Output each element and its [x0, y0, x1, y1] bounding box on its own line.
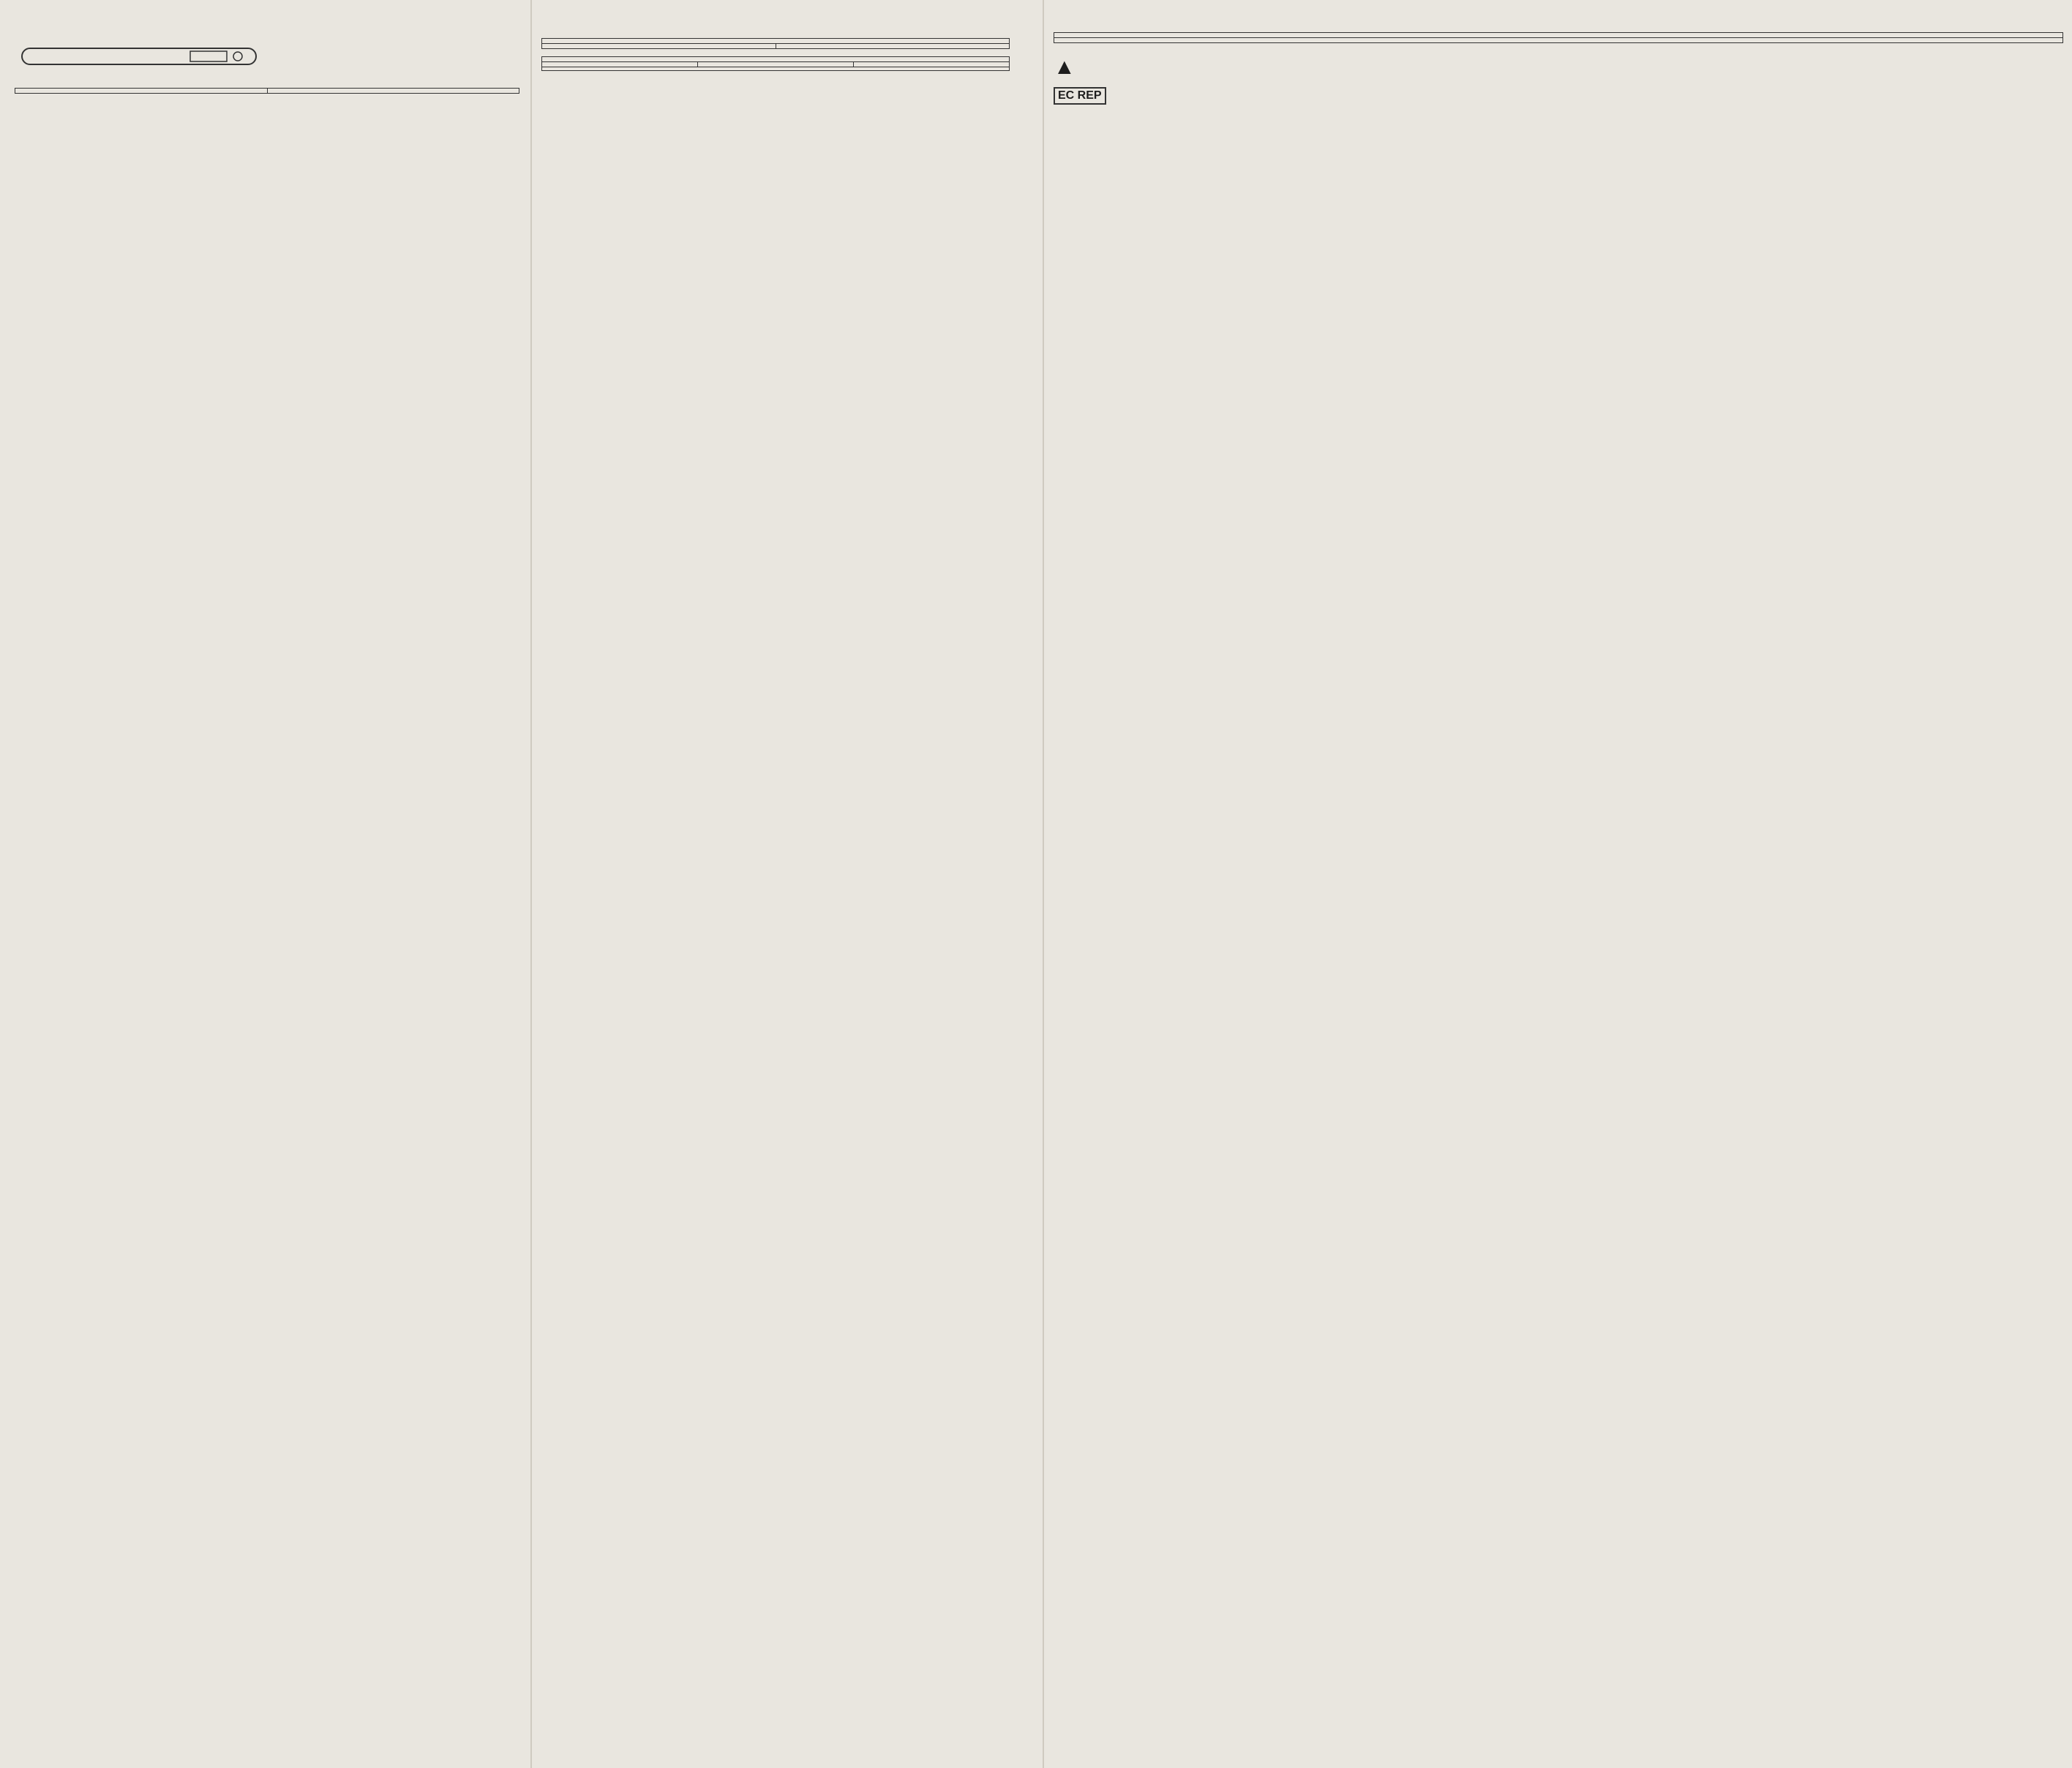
pages-7-8 — [1054, 29, 2063, 1739]
table-1-head — [542, 39, 1010, 44]
figure-1 — [15, 40, 519, 78]
symbol-col-header — [15, 88, 268, 93]
table-3-head — [1054, 33, 2063, 38]
page-5 — [15, 29, 519, 1739]
table-2-note — [541, 67, 1010, 71]
table-2-head — [542, 57, 1010, 62]
meaning-col-header — [267, 88, 519, 93]
table-2-col — [698, 62, 854, 67]
table-2-col — [854, 62, 1010, 67]
table-1-col — [542, 44, 776, 49]
manufacturer-block — [1054, 55, 1547, 80]
importer-block — [1569, 55, 2063, 80]
table-1 — [541, 38, 1010, 49]
table-2-col — [542, 62, 698, 67]
fold-line — [530, 0, 532, 1768]
page-6 — [541, 29, 1010, 1739]
table-3-rowlabel-col — [1054, 38, 2063, 43]
fold-line — [1043, 0, 1044, 1768]
table-1-col — [776, 44, 1010, 49]
contact-block — [1054, 55, 2063, 80]
table-3 — [1054, 32, 2063, 43]
ec-rep-block — [1054, 87, 2063, 105]
table-2 — [541, 56, 1010, 67]
ec-rep-icon: EC REP — [1054, 87, 1106, 105]
thermometer-icon — [15, 40, 322, 73]
symbol-table — [15, 88, 519, 94]
factory-icon: ▲ — [1054, 55, 1076, 79]
